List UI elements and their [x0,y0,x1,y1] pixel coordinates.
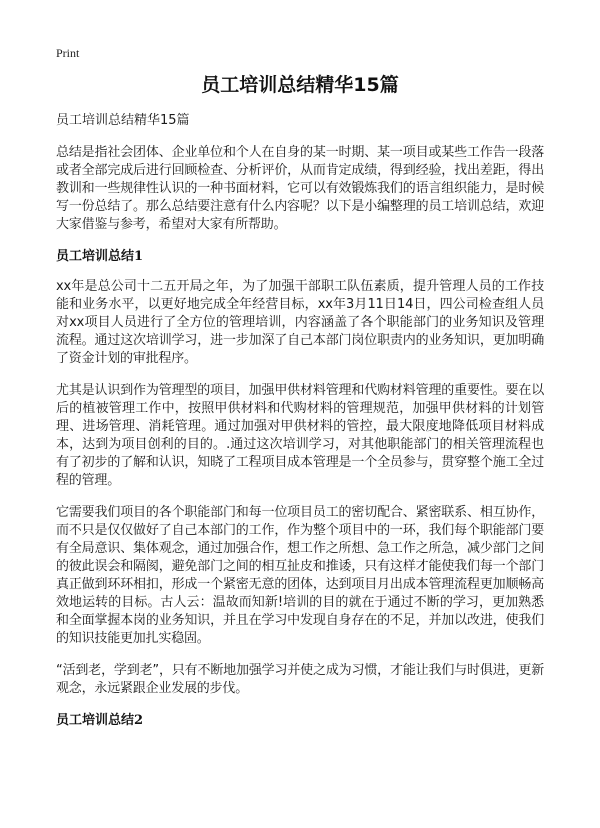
section-heading-1: 员工培训总结1 [56,249,144,264]
intro-paragraph: 总结是指社会团体、企业单位和个人在自身的某一时期、某一项目或某些工作告一段落或者全部完成后进行回顾检查、分析评价，从而肯定成绩，得到经验，找出差距，得出教训和一些规律性认识的一种书面材料，它可以有效锻炼我们的语言组织能力，是时候写一份总结了。那么总结要注意有什么内容呢？以下是小编整理的员工培训总结，欢迎大家借鉴与参考，希望对大家有所帮助。 [56,145,544,232]
section1-paragraph-3: 它需要我们项目的各个职能部门和每一位项目员工的密切配合、紧密联系、相互协作，而不只是仅仅做好了自己本部门的工作，作为整个项目中的一环，我们每个职能部门要有全局意识、集体观念，通过加强合作，想工作之所想、急工作之所急，减少部门之间的彼此误会和隔阂，避免部门之间的相互扯皮和推诿，只有这样才能使我们每一个部门真正做到环环相扣，形成一个紧密无意的团体，达到项目月出成本管理流程更加顺畅高效地运转的目标。古人云：温故而知新!培训的目的就在于通过不断的学习，更加熟悉和全面掌握本岗的业务知识，并且在学习中发现自身存在的不足，并加以改进，使我们的知识技能更加扎实稳固。 [56,505,544,646]
section1-paragraph-4: “活到老，学到老”，只有不断地加强学习并使之成为习惯，才能让我们与时俱进，更新观念，永远紧跟企业发展的步伐。 [56,663,544,696]
section1-paragraph-2: 尤其是认识到作为管理型的项目，加强甲供材料管理和代购材料管理的重要性。要在以后的植被管理工作中，按照甲供材料和代购材料的管理规范，加强甲供材料的计划管理、进场管理、消耗管理。通过加强对甲供材料的管控，最大限度地降低项目材料成本，达到为项目创利的目的。.通过这次培训学习，对其他职能部门的相关管理流程也有了初步的了解和认识，知晓了工程项目成本管理是一个全员参与，贯穿整个施工全过程的管理。 [56,383,544,488]
section-heading-2: 员工培训总结2 [56,713,144,728]
section1-paragraph-1: xx年是总公司十二五开局之年，为了加强干部职工队伍素质，提升管理人员的工作技能和业务水平，以更好地完成全年经营目标，xx年3月11日14日，四公司检查组人员对xx项目人员进行了全方位的管理培训，内容涵盖了各个职能部门的业务知识及管理流程。通过这次培训学习，进一步加深了自己本部门岗位职责内的业务知识，更加明确了资金计划的审批程序。 [56,279,544,366]
document-subtitle: 员工培训总结精华15篇 [56,113,190,128]
print-label: Print [56,46,80,60]
document-title: 员工培训总结精华15篇 [201,74,399,96]
